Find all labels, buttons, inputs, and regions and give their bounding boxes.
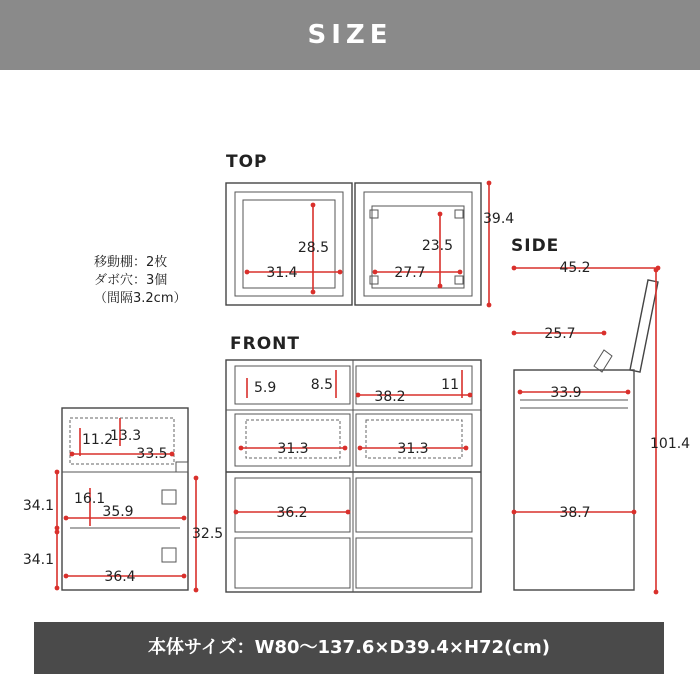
note-line-interval: （間隔3.2cm） — [94, 291, 187, 306]
dim-side-lid-w: 25.7 — [544, 326, 576, 342]
note-line-holes: ダボ穴：3個 — [94, 273, 168, 288]
dim-front-right-h: 11 — [441, 377, 459, 393]
front-view-label: FRONT — [230, 334, 300, 354]
dim-front-mid-left-w: 31.3 — [277, 441, 309, 457]
dim-top-left-inner-h: 28.5 — [297, 240, 329, 256]
dim-front-lower-w: 36.2 — [276, 505, 308, 521]
page-title: SIZE — [307, 20, 393, 50]
dim-top-right-inner-h: 23.5 — [421, 238, 453, 254]
top-view-label: TOP — [226, 152, 268, 172]
dim-inner-right: 32.5 — [192, 526, 224, 542]
dim-front-small-h: 8.5 — [310, 377, 333, 393]
side-view-drawing — [512, 266, 661, 595]
dim-side-body-w: 38.7 — [559, 505, 591, 521]
dim-front-right-w: 38.2 — [374, 389, 406, 405]
dim-front-small-w: 5.9 — [254, 380, 277, 396]
dim-top-depth: 39.4 — [483, 211, 515, 227]
dim-inner-w-c: 36.4 — [104, 569, 136, 585]
dim-side-inner-w: 33.9 — [550, 385, 582, 401]
dim-inner-h-b: 13.3 — [110, 428, 142, 444]
dim-inner-h-a: 11.2 — [82, 432, 114, 448]
side-view-label: SIDE — [511, 236, 560, 256]
dim-top-right-inner-w: 27.7 — [394, 265, 426, 281]
dim-side-top-w: 45.2 — [559, 260, 591, 276]
body-size-text: 本体サイズ：W80～137.6×D39.4×H72(cm) — [148, 637, 550, 658]
note-line-shelves: 移動棚：2枚 — [94, 255, 168, 270]
dim-inner-w-b: 35.9 — [102, 504, 134, 520]
dim-inner-w-a: 33.5 — [136, 446, 168, 462]
dim-inner-h-c: 16.1 — [74, 491, 106, 507]
dim-inner-left-2: 34.1 — [22, 552, 54, 568]
dim-front-mid-right-w: 31.3 — [397, 441, 429, 457]
dim-inner-left-1: 34.1 — [22, 498, 54, 514]
dim-top-left-inner-w: 31.4 — [266, 265, 298, 281]
dim-side-total-h: 101.4 — [650, 436, 691, 452]
